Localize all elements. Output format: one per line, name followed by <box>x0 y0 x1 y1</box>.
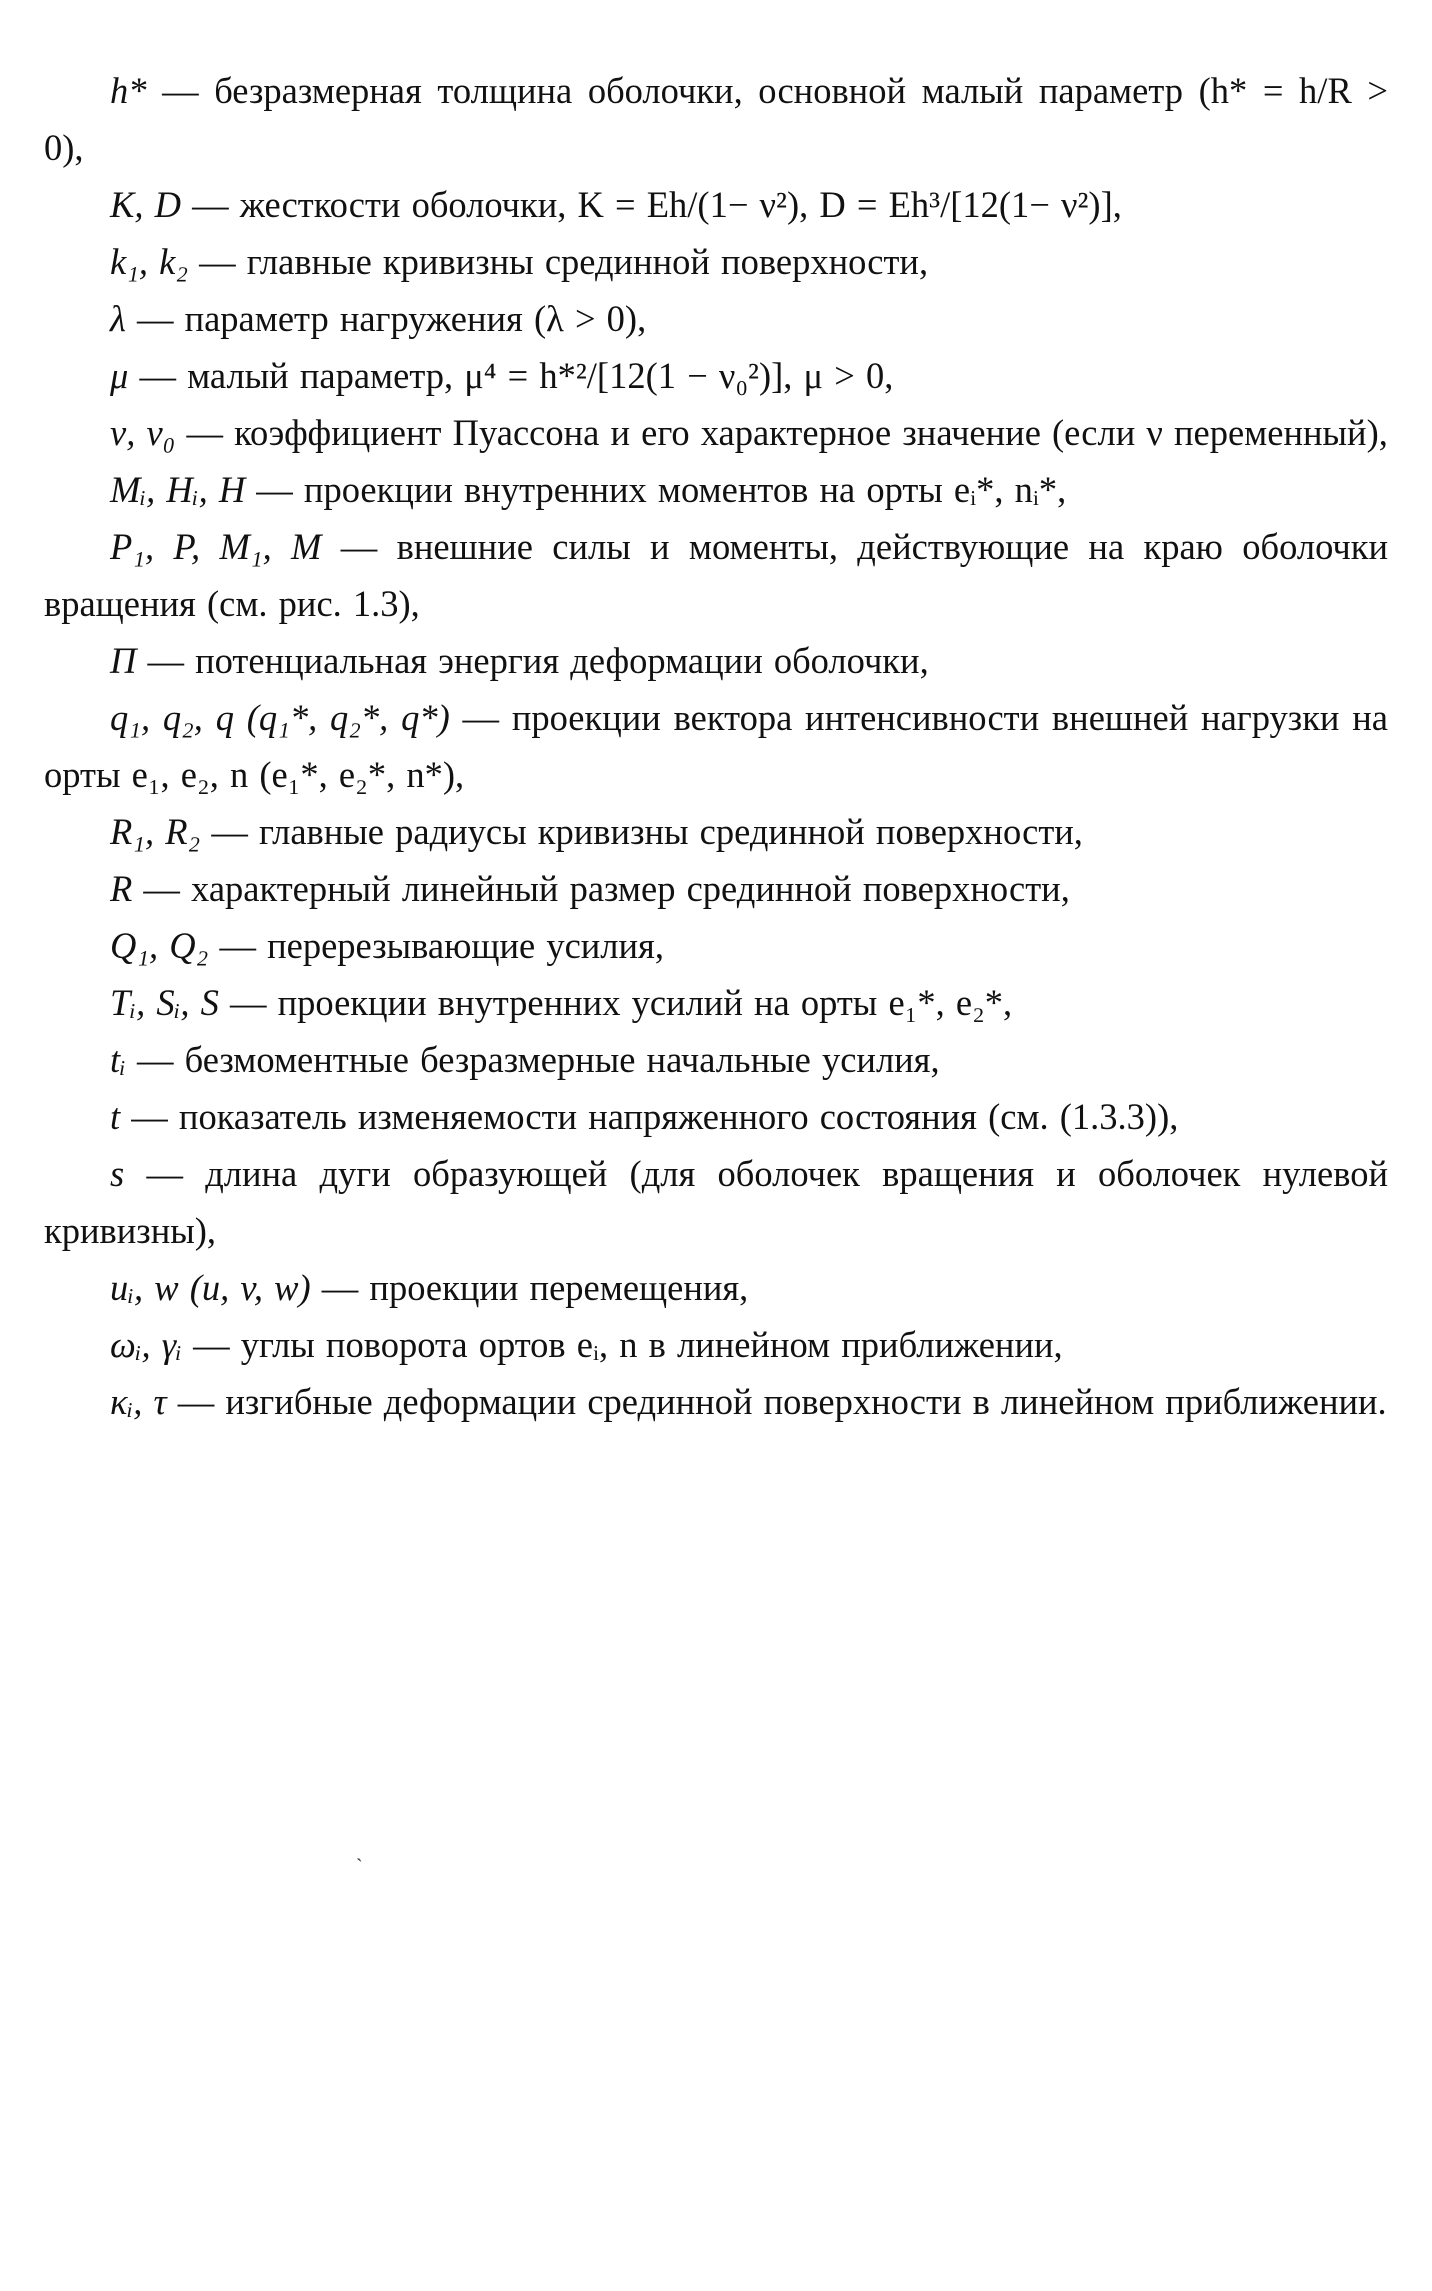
notation-definition: — проекции вектора интенсивности внешней нагрузки на орты e₁, e₂, n (e₁*, e₂*, n*), <box>44 697 1388 795</box>
notation-symbol: K, D <box>110 184 181 225</box>
notation-definition: — перерезывающие усилия, <box>208 925 664 966</box>
notation-definition: — безразмерная толщина оболочки, основной малый параметр (h* = h/R > 0), <box>44 70 1388 168</box>
notation-symbol: κᵢ, τ <box>110 1381 167 1422</box>
notation-entry <box>44 1316 1388 1373</box>
notation-entry <box>44 347 1388 404</box>
notation-symbol: k₁, k₂ <box>110 241 189 282</box>
notation-definition: — показатель изменяемости напряженного состояния (см. (1.3.3)), <box>120 1096 1179 1137</box>
notation-entry <box>44 974 1388 1031</box>
notation-entry <box>44 1259 1388 1316</box>
notation-entry <box>44 62 1388 176</box>
notation-entry <box>44 689 1388 803</box>
notation-symbol: ν, ν₀ <box>110 412 176 453</box>
notation-entry <box>44 518 1388 632</box>
notation-entry <box>44 1031 1388 1088</box>
notation-list <box>44 62 1388 1430</box>
notation-symbol: uᵢ, w (u, v, w) <box>110 1267 311 1308</box>
notation-entry <box>44 290 1388 347</box>
notation-entry <box>44 917 1388 974</box>
notation-symbol: ωᵢ, γᵢ <box>110 1324 182 1365</box>
notation-entry <box>44 404 1388 461</box>
notation-symbol: q₁, q₂, q (q₁*, q₂*, q*) <box>110 697 450 738</box>
notation-entry <box>44 1088 1388 1145</box>
notation-definition: — коэффициент Пуассона и его характерное значение (если ν переменный), <box>175 412 1388 453</box>
notation-symbol: Tᵢ, Sᵢ, S <box>110 982 219 1023</box>
notation-definition: — внешние силы и моменты, действующие на краю оболочки вращения (см. рис. 1.3), <box>44 526 1389 624</box>
notation-symbol: R₁, R₂ <box>110 811 201 852</box>
notation-entry <box>44 1145 1388 1259</box>
notation-definition: — жесткости оболочки, K = Eh/(1− ν²), D = Eh³/[12(1− ν²)], <box>180 184 1122 225</box>
notation-definition: — проекции внутренних усилий на орты e₁*, e₂*, <box>218 982 1013 1023</box>
notation-symbol: h* <box>110 70 147 111</box>
notation-entry <box>44 461 1388 518</box>
notation-symbol: t <box>110 1096 121 1137</box>
notation-symbol: R <box>110 868 133 909</box>
notation-definition: — длина дуги образующей (для оболочек вращения и оболочек нулевой кривизны), <box>44 1153 1388 1251</box>
notation-entry <box>44 632 1388 689</box>
notation-definition: — главные радиусы кривизны срединной поверхности, <box>200 811 1083 852</box>
notation-definition: — безмоментные безразмерные начальные усилия, <box>125 1039 940 1080</box>
notation-entry <box>44 803 1388 860</box>
notation-definition: — потенциальная энергия деформации оболочки, <box>136 640 929 681</box>
notation-symbol: μ <box>110 355 129 396</box>
notation-definition: — характерный линейный размер срединной поверхности, <box>132 868 1070 909</box>
notation-symbol: Mᵢ, Hᵢ, H <box>110 469 246 510</box>
notation-definition: — главные кривизны срединной поверхности, <box>188 241 929 282</box>
notation-symbol: Π <box>110 640 137 681</box>
notation-symbol: λ <box>110 298 126 339</box>
notation-definition: — параметр нагружения (λ > 0), <box>125 298 647 339</box>
notation-definition: — проекции перемещения, <box>310 1267 749 1308</box>
notation-entry <box>44 176 1388 233</box>
notation-symbol: s <box>110 1153 125 1194</box>
notation-symbol: P₁, P, M₁, M <box>110 526 322 567</box>
notation-definition: — углы поворота ортов eᵢ, n в линейном приближении, <box>181 1324 1063 1365</box>
notation-definition: — проекции внутренних моментов на орты eᵢ*, nᵢ*, <box>245 469 1067 510</box>
notation-symbol: tᵢ <box>110 1039 126 1080</box>
notation-entry <box>44 1373 1388 1430</box>
notation-definition: — малый параметр, μ⁴ = h*²/[12(1 − ν₀²)], μ > 0, <box>128 355 894 396</box>
notation-definition: — изгибные деформации срединной поверхности в линейном приближении. <box>166 1381 1387 1422</box>
notation-symbol: Q₁, Q₂ <box>110 925 209 966</box>
notation-entry <box>44 860 1388 917</box>
notation-entry <box>44 233 1388 290</box>
scan-artifact-mark: ˎ <box>356 1840 363 1862</box>
